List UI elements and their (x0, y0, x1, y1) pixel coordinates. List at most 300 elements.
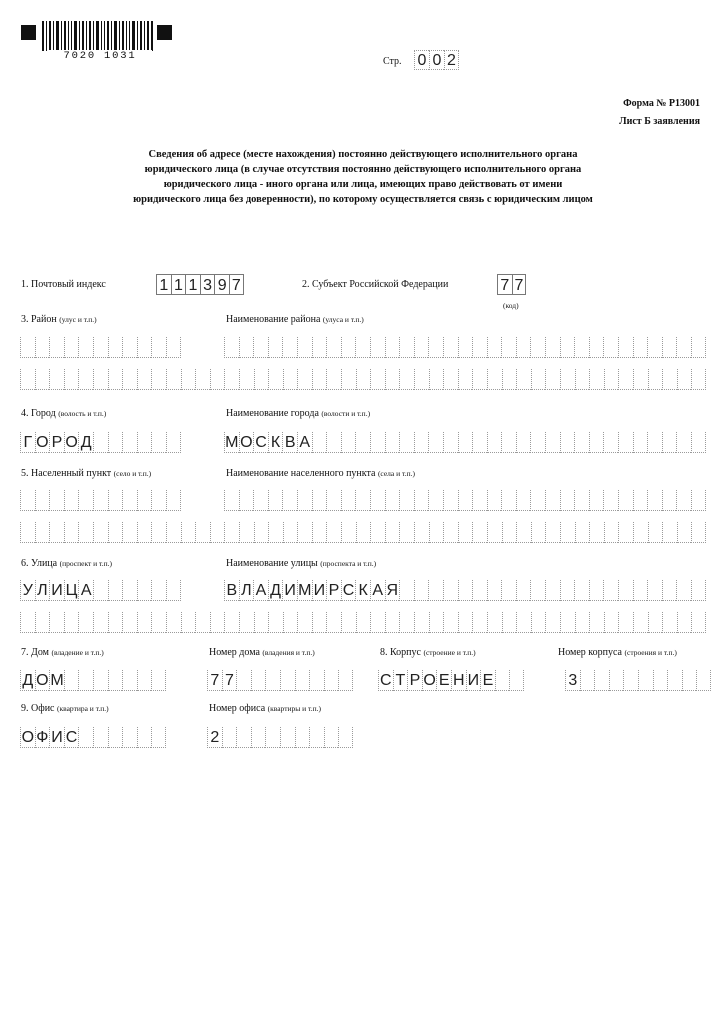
char-cell[interactable] (618, 580, 633, 601)
district-name-field[interactable] (224, 337, 706, 358)
char-cell[interactable] (370, 612, 385, 633)
char-cell[interactable] (545, 580, 560, 601)
char-cell[interactable] (623, 670, 638, 691)
char-cell[interactable] (399, 337, 414, 358)
char-cell[interactable] (696, 670, 711, 691)
char-cell[interactable]: И (49, 727, 64, 748)
char-cell[interactable] (502, 369, 517, 390)
char-cell[interactable] (265, 670, 280, 691)
char-cell[interactable] (662, 522, 677, 543)
char-cell[interactable] (443, 369, 458, 390)
char-cell[interactable] (283, 612, 298, 633)
char-cell[interactable] (297, 490, 312, 511)
char-cell[interactable] (93, 369, 108, 390)
char-cell[interactable] (137, 522, 152, 543)
city-type-field[interactable] (20, 432, 181, 453)
char-cell[interactable] (691, 369, 706, 390)
char-cell[interactable] (254, 612, 269, 633)
char-cell[interactable] (589, 369, 604, 390)
char-cell[interactable] (122, 522, 137, 543)
char-cell[interactable] (516, 580, 531, 601)
char-cell[interactable]: Е (436, 670, 451, 691)
char-cell[interactable] (647, 580, 662, 601)
char-cell[interactable] (530, 337, 545, 358)
char-cell[interactable] (458, 522, 473, 543)
char-cell[interactable] (662, 612, 677, 633)
char-cell[interactable] (122, 727, 137, 748)
char-cell[interactable] (108, 337, 123, 358)
char-cell[interactable] (137, 580, 152, 601)
char-cell[interactable] (324, 670, 339, 691)
char-cell[interactable] (603, 580, 618, 601)
char-cell[interactable] (594, 670, 609, 691)
char-cell[interactable] (370, 522, 385, 543)
char-cell[interactable] (662, 580, 677, 601)
char-cell[interactable] (574, 337, 589, 358)
char-cell[interactable]: Н (451, 670, 466, 691)
char-cell[interactable] (633, 612, 648, 633)
char-cell[interactable] (355, 490, 370, 511)
char-cell[interactable] (516, 612, 531, 633)
char-cell[interactable] (618, 612, 633, 633)
char-cell[interactable]: 7 (222, 670, 237, 691)
char-cell[interactable] (603, 432, 618, 453)
char-cell[interactable] (341, 612, 356, 633)
char-cell[interactable] (239, 490, 254, 511)
char-cell[interactable] (633, 432, 648, 453)
char-cell[interactable] (604, 369, 619, 390)
char-cell[interactable] (458, 432, 473, 453)
char-cell[interactable]: Р (407, 670, 422, 691)
char-cell[interactable] (312, 337, 327, 358)
char-cell[interactable] (633, 337, 648, 358)
char-cell[interactable] (78, 670, 93, 691)
char-cell[interactable] (268, 612, 283, 633)
char-cell[interactable]: А (253, 580, 268, 601)
subject-digit[interactable]: 7 (512, 274, 527, 295)
char-cell[interactable] (151, 490, 166, 511)
char-cell[interactable] (151, 727, 166, 748)
char-cell[interactable] (633, 490, 648, 511)
char-cell[interactable] (428, 490, 443, 511)
char-cell[interactable] (20, 612, 35, 633)
char-cell[interactable] (195, 522, 210, 543)
char-cell[interactable] (633, 369, 648, 390)
char-cell[interactable] (428, 432, 443, 453)
char-cell[interactable] (64, 369, 79, 390)
char-cell[interactable] (560, 580, 575, 601)
char-cell[interactable] (338, 670, 353, 691)
char-cell[interactable] (603, 490, 618, 511)
char-cell[interactable] (20, 490, 35, 511)
char-cell[interactable] (224, 337, 239, 358)
building-number-field[interactable] (565, 670, 711, 691)
char-cell[interactable] (501, 337, 516, 358)
char-cell[interactable] (222, 727, 237, 748)
char-cell[interactable]: М (298, 582, 312, 599)
char-cell[interactable] (667, 670, 682, 691)
char-cell[interactable]: И (466, 670, 481, 691)
char-cell[interactable]: Л (35, 580, 50, 601)
char-cell[interactable] (472, 369, 487, 390)
char-cell[interactable] (516, 522, 531, 543)
char-cell[interactable] (502, 612, 517, 633)
char-cell[interactable] (254, 522, 269, 543)
char-cell[interactable] (239, 522, 254, 543)
char-cell[interactable] (370, 337, 385, 358)
char-cell[interactable] (487, 612, 502, 633)
char-cell[interactable] (93, 727, 108, 748)
char-cell[interactable] (691, 522, 706, 543)
char-cell[interactable] (575, 522, 590, 543)
char-cell[interactable] (414, 522, 429, 543)
char-cell[interactable] (280, 670, 295, 691)
char-cell[interactable]: Ц (65, 582, 78, 599)
char-cell[interactable] (108, 522, 123, 543)
char-cell[interactable]: Р (49, 432, 64, 453)
char-cell[interactable] (676, 580, 691, 601)
char-cell[interactable] (35, 522, 50, 543)
char-cell[interactable] (93, 522, 108, 543)
char-cell[interactable] (633, 522, 648, 543)
char-cell[interactable] (297, 522, 312, 543)
char-cell[interactable] (181, 369, 196, 390)
char-cell[interactable] (326, 612, 341, 633)
char-cell[interactable] (355, 337, 370, 358)
char-cell[interactable] (370, 490, 385, 511)
char-cell[interactable] (78, 490, 93, 511)
char-cell[interactable] (676, 432, 691, 453)
char-cell[interactable] (312, 490, 327, 511)
char-cell[interactable] (676, 490, 691, 511)
char-cell[interactable] (429, 612, 444, 633)
char-cell[interactable] (224, 612, 239, 633)
char-cell[interactable] (137, 490, 152, 511)
char-cell[interactable] (682, 670, 697, 691)
char-cell[interactable] (574, 580, 589, 601)
char-cell[interactable] (662, 432, 677, 453)
char-cell[interactable] (604, 522, 619, 543)
char-cell[interactable] (618, 490, 633, 511)
char-cell[interactable] (574, 490, 589, 511)
char-cell[interactable] (560, 490, 575, 511)
char-cell[interactable] (78, 727, 93, 748)
char-cell[interactable]: О (36, 672, 49, 689)
char-cell[interactable] (385, 369, 400, 390)
char-cell[interactable] (618, 369, 633, 390)
char-cell[interactable] (414, 612, 429, 633)
house-type-field[interactable] (20, 670, 166, 691)
char-cell[interactable] (137, 727, 152, 748)
street-name-field-continuation[interactable] (20, 612, 706, 633)
char-cell[interactable] (309, 727, 324, 748)
char-cell[interactable] (253, 337, 268, 358)
char-cell[interactable] (662, 369, 677, 390)
char-cell[interactable] (297, 369, 312, 390)
char-cell[interactable] (78, 369, 93, 390)
char-cell[interactable] (501, 490, 516, 511)
char-cell[interactable]: С (378, 670, 393, 691)
char-cell[interactable] (530, 432, 545, 453)
char-cell[interactable] (487, 522, 502, 543)
char-cell[interactable] (93, 580, 108, 601)
char-cell[interactable] (324, 727, 339, 748)
char-cell[interactable] (20, 337, 35, 358)
char-cell[interactable] (399, 580, 414, 601)
char-cell[interactable] (166, 612, 181, 633)
char-cell[interactable] (312, 612, 327, 633)
char-cell[interactable] (251, 670, 266, 691)
subject-code-field[interactable] (497, 274, 526, 295)
char-cell[interactable] (326, 490, 341, 511)
char-cell[interactable]: В (224, 580, 239, 601)
char-cell[interactable] (691, 432, 706, 453)
char-cell[interactable] (428, 337, 443, 358)
char-cell[interactable]: Р (326, 580, 341, 601)
char-cell[interactable] (108, 727, 123, 748)
char-cell[interactable] (254, 369, 269, 390)
char-cell[interactable] (181, 612, 196, 633)
char-cell[interactable] (609, 670, 624, 691)
char-cell[interactable] (268, 369, 283, 390)
char-cell[interactable] (414, 490, 429, 511)
char-cell[interactable]: С (64, 727, 79, 748)
char-cell[interactable] (312, 432, 327, 453)
char-cell[interactable] (691, 612, 706, 633)
char-cell[interactable]: А (78, 580, 93, 601)
char-cell[interactable] (414, 369, 429, 390)
char-cell[interactable] (487, 580, 502, 601)
char-cell[interactable] (560, 369, 575, 390)
char-cell[interactable] (501, 580, 516, 601)
char-cell[interactable] (443, 432, 458, 453)
char-cell[interactable] (49, 490, 64, 511)
char-cell[interactable] (677, 522, 692, 543)
char-cell[interactable] (166, 490, 181, 511)
char-cell[interactable] (691, 337, 706, 358)
char-cell[interactable] (443, 522, 458, 543)
char-cell[interactable] (341, 337, 356, 358)
char-cell[interactable] (166, 369, 181, 390)
char-cell[interactable] (49, 337, 64, 358)
char-cell[interactable] (509, 670, 524, 691)
char-cell[interactable] (265, 727, 280, 748)
char-cell[interactable] (399, 612, 414, 633)
char-cell[interactable] (210, 612, 225, 633)
char-cell[interactable]: И (49, 580, 64, 601)
char-cell[interactable] (399, 432, 414, 453)
char-cell[interactable] (458, 580, 473, 601)
char-cell[interactable] (108, 580, 123, 601)
char-cell[interactable]: О (423, 672, 436, 689)
char-cell[interactable] (458, 369, 473, 390)
char-cell[interactable] (443, 337, 458, 358)
char-cell[interactable] (647, 432, 662, 453)
char-cell[interactable] (589, 612, 604, 633)
char-cell[interactable] (653, 670, 668, 691)
char-cell[interactable]: 7 (207, 670, 222, 691)
char-cell[interactable] (210, 522, 225, 543)
char-cell[interactable] (647, 337, 662, 358)
char-cell[interactable] (108, 612, 123, 633)
char-cell[interactable]: Л (239, 580, 254, 601)
char-cell[interactable] (224, 490, 239, 511)
char-cell[interactable] (487, 337, 502, 358)
char-cell[interactable] (64, 612, 79, 633)
char-cell[interactable] (575, 369, 590, 390)
char-cell[interactable] (356, 369, 371, 390)
char-cell[interactable] (560, 612, 575, 633)
subject-digit[interactable]: 7 (497, 274, 512, 295)
char-cell[interactable] (166, 337, 181, 358)
char-cell[interactable] (64, 522, 79, 543)
char-cell[interactable] (341, 432, 356, 453)
city-name-field[interactable] (224, 432, 706, 453)
char-cell[interactable] (472, 490, 487, 511)
char-cell[interactable] (195, 612, 210, 633)
char-cell[interactable] (151, 670, 166, 691)
char-cell[interactable] (589, 490, 604, 511)
char-cell[interactable] (282, 490, 297, 511)
char-cell[interactable] (531, 369, 546, 390)
postal-digit[interactable]: 1 (185, 274, 200, 295)
char-cell[interactable] (137, 612, 152, 633)
char-cell[interactable] (295, 727, 310, 748)
char-cell[interactable] (662, 490, 677, 511)
char-cell[interactable] (78, 522, 93, 543)
char-cell[interactable] (589, 432, 604, 453)
char-cell[interactable] (648, 522, 663, 543)
char-cell[interactable] (458, 337, 473, 358)
char-cell[interactable] (295, 670, 310, 691)
char-cell[interactable] (122, 432, 137, 453)
postal-digit[interactable]: 3 (200, 274, 215, 295)
char-cell[interactable] (122, 580, 137, 601)
char-cell[interactable] (560, 432, 575, 453)
house-number-field[interactable] (207, 670, 353, 691)
char-cell[interactable] (530, 580, 545, 601)
char-cell[interactable] (385, 490, 400, 511)
char-cell[interactable] (414, 432, 429, 453)
char-cell[interactable] (472, 432, 487, 453)
char-cell[interactable] (545, 522, 560, 543)
char-cell[interactable] (545, 490, 560, 511)
char-cell[interactable] (108, 490, 123, 511)
char-cell[interactable] (93, 670, 108, 691)
char-cell[interactable] (20, 522, 35, 543)
char-cell[interactable] (64, 490, 79, 511)
char-cell[interactable] (137, 670, 152, 691)
char-cell[interactable]: Г (20, 432, 35, 453)
char-cell[interactable] (64, 337, 79, 358)
char-cell[interactable] (575, 612, 590, 633)
char-cell[interactable] (283, 522, 298, 543)
char-cell[interactable] (166, 580, 181, 601)
char-cell[interactable] (691, 580, 706, 601)
building-type-field[interactable] (378, 670, 524, 691)
char-cell[interactable] (560, 522, 575, 543)
district-type-field[interactable] (20, 337, 181, 358)
char-cell[interactable] (648, 369, 663, 390)
char-cell[interactable] (253, 490, 268, 511)
char-cell[interactable] (458, 612, 473, 633)
char-cell[interactable] (516, 490, 531, 511)
char-cell[interactable] (297, 612, 312, 633)
char-cell[interactable] (531, 612, 546, 633)
char-cell[interactable]: О (36, 434, 49, 451)
char-cell[interactable] (487, 490, 502, 511)
char-cell[interactable] (472, 580, 487, 601)
char-cell[interactable] (312, 369, 327, 390)
char-cell[interactable]: М (50, 672, 64, 689)
char-cell[interactable]: Д (268, 580, 283, 601)
char-cell[interactable] (312, 522, 327, 543)
postal-code-field[interactable] (156, 274, 244, 295)
char-cell[interactable] (356, 612, 371, 633)
char-cell[interactable]: А (297, 432, 312, 453)
char-cell[interactable] (472, 522, 487, 543)
street-type-field[interactable] (20, 580, 181, 601)
char-cell[interactable] (516, 337, 531, 358)
char-cell[interactable] (137, 432, 152, 453)
char-cell[interactable] (385, 522, 400, 543)
char-cell[interactable] (560, 337, 575, 358)
char-cell[interactable] (20, 369, 35, 390)
char-cell[interactable] (122, 612, 137, 633)
char-cell[interactable] (341, 522, 356, 543)
street-name-field[interactable] (224, 580, 706, 601)
char-cell[interactable] (49, 522, 64, 543)
char-cell[interactable] (385, 337, 400, 358)
char-cell[interactable] (239, 337, 254, 358)
locality-name-field[interactable] (224, 490, 706, 511)
char-cell[interactable] (662, 337, 677, 358)
char-cell[interactable] (93, 612, 108, 633)
char-cell[interactable] (282, 337, 297, 358)
postal-digit[interactable]: 1 (171, 274, 186, 295)
char-cell[interactable] (151, 580, 166, 601)
char-cell[interactable] (108, 432, 123, 453)
char-cell[interactable] (224, 369, 239, 390)
char-cell[interactable] (443, 612, 458, 633)
char-cell[interactable] (122, 490, 137, 511)
char-cell[interactable]: Я (385, 580, 400, 601)
char-cell[interactable] (224, 522, 239, 543)
char-cell[interactable] (151, 522, 166, 543)
postal-digit[interactable]: 9 (214, 274, 229, 295)
char-cell[interactable] (195, 369, 210, 390)
char-cell[interactable] (338, 727, 353, 748)
postal-digit[interactable]: 7 (229, 274, 244, 295)
char-cell[interactable] (633, 580, 648, 601)
char-cell[interactable] (399, 522, 414, 543)
locality-name-field-continuation[interactable] (20, 522, 706, 543)
char-cell[interactable]: Ф (36, 729, 49, 746)
char-cell[interactable] (210, 369, 225, 390)
char-cell[interactable] (35, 612, 50, 633)
char-cell[interactable] (297, 337, 312, 358)
char-cell[interactable] (580, 670, 595, 691)
char-cell[interactable]: Д (20, 670, 35, 691)
char-cell[interactable] (78, 612, 93, 633)
char-cell[interactable] (648, 612, 663, 633)
char-cell[interactable]: О (21, 729, 35, 746)
char-cell[interactable] (151, 612, 166, 633)
char-cell[interactable]: К (268, 432, 283, 453)
char-cell[interactable] (618, 432, 633, 453)
char-cell[interactable] (370, 432, 385, 453)
char-cell[interactable] (472, 612, 487, 633)
